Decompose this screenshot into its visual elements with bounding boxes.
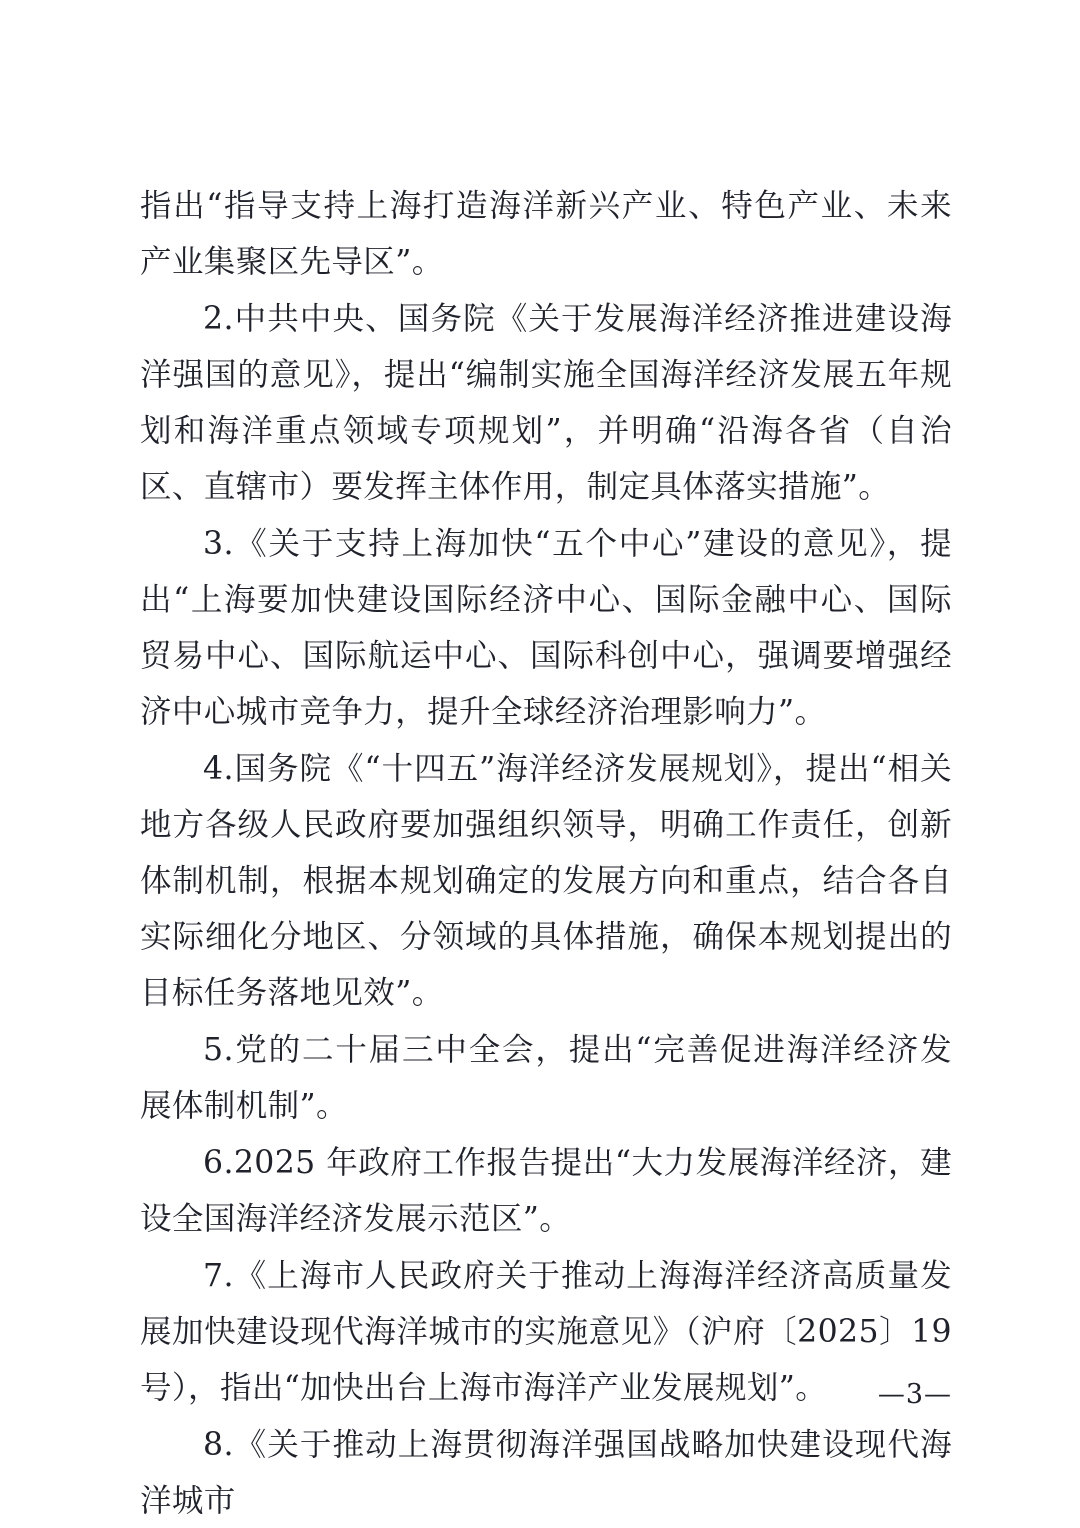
paragraph-item-6: 6.2025 年政府工作报告提出“大力发展海洋经济，建设全国海洋经济发展示范区”。	[140, 1145, 952, 1237]
paragraph-item-5: 5.党的二十届三中全会，提出“完善促进海洋经济发展体制机制”。	[140, 1032, 952, 1124]
paragraph-continued: 指出“指导支持上海打造海洋新兴产业、特色产业、未来产业集聚区先导区”。	[140, 188, 952, 280]
paragraph-item-3: 3.《关于支持上海加快“五个中心”建设的意见》，提出“上海要加快建设国际经济中心、国际金融中心、国际贸易中心、国际航运中心、国际科创中心，强调要增强经济中心城市竞争力，提升全球经济治理影响力”。	[140, 526, 952, 730]
paragraph-item-2: 2.中共中央、国务院《关于发展海洋经济推进建设海洋强国的意见》，提出“编制实施全国海洋经济发展五年规划和海洋重点领域专项规划”，并明确“沿海各省（自治区、直辖市）要发挥主体作用，制定具体落实措施”。	[140, 301, 952, 505]
paragraph-item-7: 7.《上海市人民政府关于推动上海海洋经济高质量发展加快建设现代海洋城市的实施意见》（沪府〔2025〕19 号），指出“加快出台上海市海洋产业发展规划”。	[140, 1258, 952, 1406]
paragraph-item-4: 4.国务院《“十四五”海洋经济发展规划》，提出“相关地方各级人民政府要加强组织领导，明确工作责任，创新体制机制，根据本规划确定的发展方向和重点，结合各自实际细化分地区、分领域的具体措施，确保本规划提出的目标任务落地见效”。	[140, 751, 952, 1011]
document-body	[140, 178, 952, 1528]
page-number: —3—	[877, 1379, 952, 1410]
paragraph-item-8: 8.《关于推动上海贯彻海洋强国战略加快建设现代海洋城市	[140, 1427, 952, 1519]
